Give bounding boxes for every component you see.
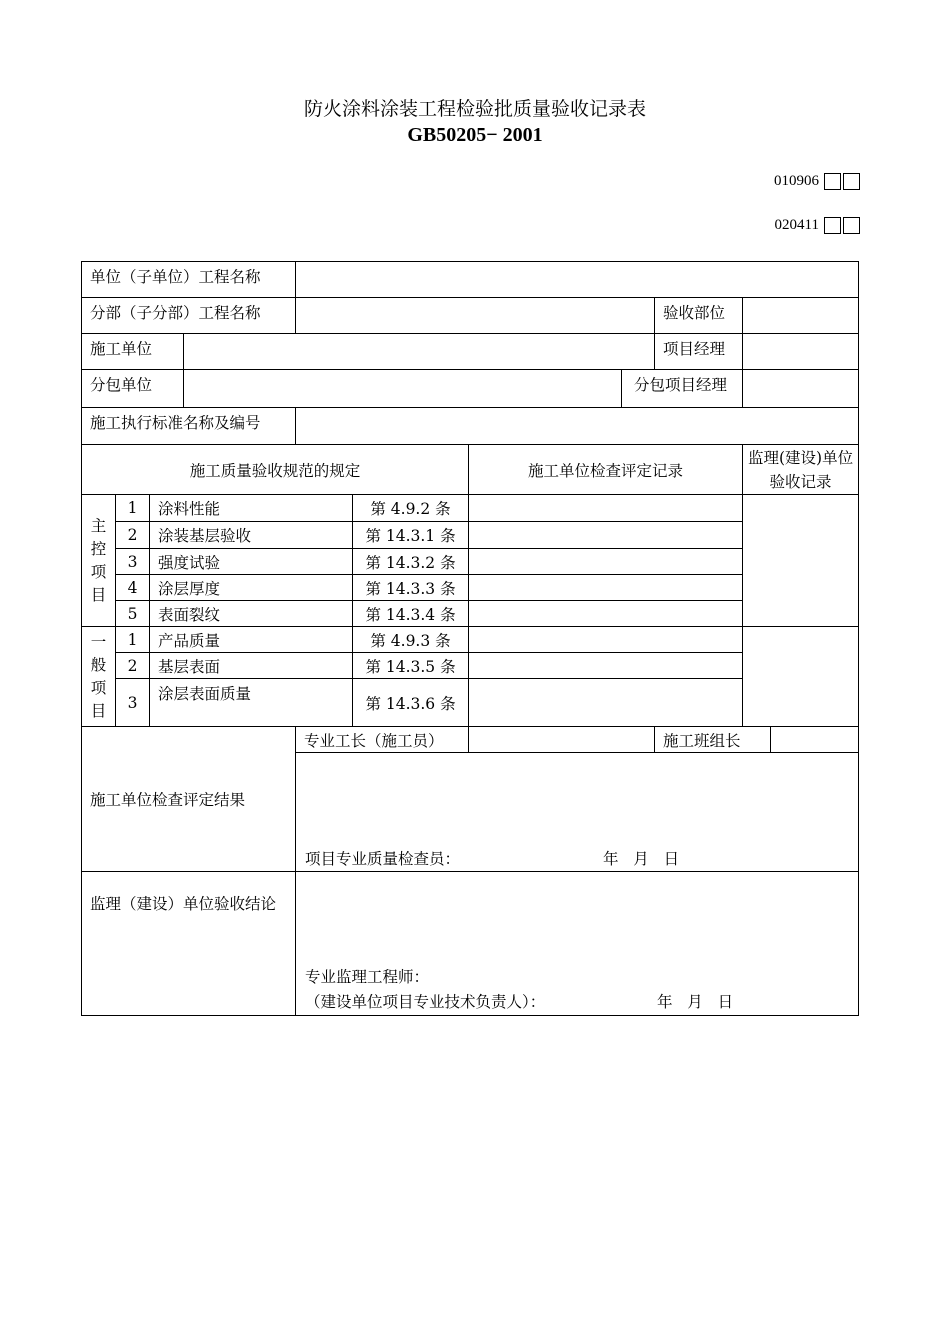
construction-unit-field[interactable]: [184, 334, 655, 370]
project-name-field[interactable]: [296, 262, 859, 298]
project-manager-field[interactable]: [743, 334, 859, 370]
item-clause: 第 14.3.6 条: [353, 679, 469, 727]
item-name: 涂装基层验收: [150, 522, 353, 549]
item-check-record[interactable]: [469, 601, 743, 627]
supervision-conclusion-field[interactable]: [296, 872, 859, 1016]
item-name: 涂层厚度: [150, 575, 353, 601]
supervision-record-header: 监理(建设)单位验收记录: [743, 445, 859, 495]
item-name: 涂层表面质量: [150, 679, 353, 727]
standard-name-field[interactable]: [296, 408, 859, 445]
code-row-2: [775, 217, 860, 234]
item-name: 基层表面: [150, 653, 353, 679]
code-checkbox[interactable]: [824, 217, 841, 234]
item-number: 4: [116, 575, 150, 601]
sub-project-name-field[interactable]: [296, 298, 655, 334]
item-name: 表面裂纹: [150, 601, 353, 627]
code-checkbox[interactable]: [843, 173, 860, 190]
item-check-record[interactable]: [469, 679, 743, 727]
general-items-label: [82, 627, 116, 727]
code-number: 010906: [774, 173, 819, 189]
sub-project-manager-label: 分包项目经理: [622, 370, 743, 408]
item-name: 强度试验: [150, 549, 353, 575]
item-check-record[interactable]: [469, 653, 743, 679]
code-row-1: [774, 173, 860, 190]
check-record-header: 施工单位检查评定记录: [469, 445, 743, 495]
project-name-label: 单位（子单位）工程名称: [82, 262, 296, 298]
item-number: 3: [116, 549, 150, 575]
check-result-field[interactable]: [296, 753, 859, 872]
subcontractor-field[interactable]: [184, 370, 622, 408]
item-name: 涂料性能: [150, 495, 353, 522]
spec-header: 施工质量验收规范的规定: [82, 445, 469, 495]
construction-unit-label: 施工单位: [82, 334, 184, 370]
item-clause: 第 14.3.4 条: [353, 601, 469, 627]
general-items-supervision-record[interactable]: [743, 627, 859, 727]
item-clause: 第 14.3.1 条: [353, 522, 469, 549]
item-check-record[interactable]: [469, 575, 743, 601]
item-check-record[interactable]: [469, 522, 743, 549]
team-leader-field[interactable]: [771, 727, 859, 753]
item-check-record[interactable]: [469, 495, 743, 522]
item-clause: 第 4.9.3 条: [353, 627, 469, 653]
supervision-conclusion-text: 监理（建设）单位验收结论: [90, 894, 277, 913]
item-number: 3: [116, 679, 150, 727]
check-result-label: 施工单位检查评定结果: [82, 727, 296, 872]
subcontractor-label: 分包单位: [82, 370, 184, 408]
date-label: 年 月 日: [603, 850, 680, 868]
code-checkbox[interactable]: [824, 173, 841, 190]
main-items-supervision-record[interactable]: [743, 495, 859, 627]
item-number: 2: [116, 522, 150, 549]
supervision-conclusion-label: [82, 872, 296, 1016]
item-check-record[interactable]: [469, 549, 743, 575]
foreman-field[interactable]: [469, 727, 655, 753]
acceptance-part-label: 验收部位: [655, 298, 743, 334]
main-items-label: [82, 495, 116, 627]
code-checkbox[interactable]: [843, 217, 860, 234]
page-title: 防火涂料涂装工程检验批质量验收记录表: [303, 98, 646, 120]
project-manager-label: 项目经理: [655, 334, 743, 370]
inspection-form-table: [81, 261, 859, 1016]
standard-code: GB50205− 2001: [407, 124, 543, 146]
code-number: 020411: [774, 217, 819, 233]
item-clause: 第 4.9.2 条: [353, 495, 469, 522]
standard-name-label: 施工执行标准名称及编号: [82, 408, 296, 445]
general-items-text: 一般项目: [90, 632, 107, 720]
team-leader-label: 施工班组长: [655, 727, 771, 753]
main-items-text: 主控项目: [90, 516, 107, 604]
item-clause: 第 14.3.2 条: [353, 549, 469, 575]
item-number: 5: [116, 601, 150, 627]
foreman-label: 专业工长（施工员）: [296, 727, 469, 753]
item-number: 1: [116, 495, 150, 522]
item-name: 产品质量: [150, 627, 353, 653]
owner-tech-lead-label: （建设单位项目专业技术负责人）：: [305, 993, 546, 1011]
acceptance-part-field[interactable]: [743, 298, 859, 334]
quality-inspector-label: 项目专业质量检查员：: [305, 850, 461, 868]
item-clause: 第 14.3.5 条: [353, 653, 469, 679]
supervision-engineer-label: 专业监理工程师：: [305, 968, 430, 986]
item-clause: 第 14.3.3 条: [353, 575, 469, 601]
date-label: 年 月 日: [657, 993, 734, 1011]
sub-project-manager-field[interactable]: [743, 370, 859, 408]
item-number: 2: [116, 653, 150, 679]
sub-project-name-label: 分部（子分部）工程名称: [82, 298, 296, 334]
item-number: 1: [116, 627, 150, 653]
item-check-record[interactable]: [469, 627, 743, 653]
